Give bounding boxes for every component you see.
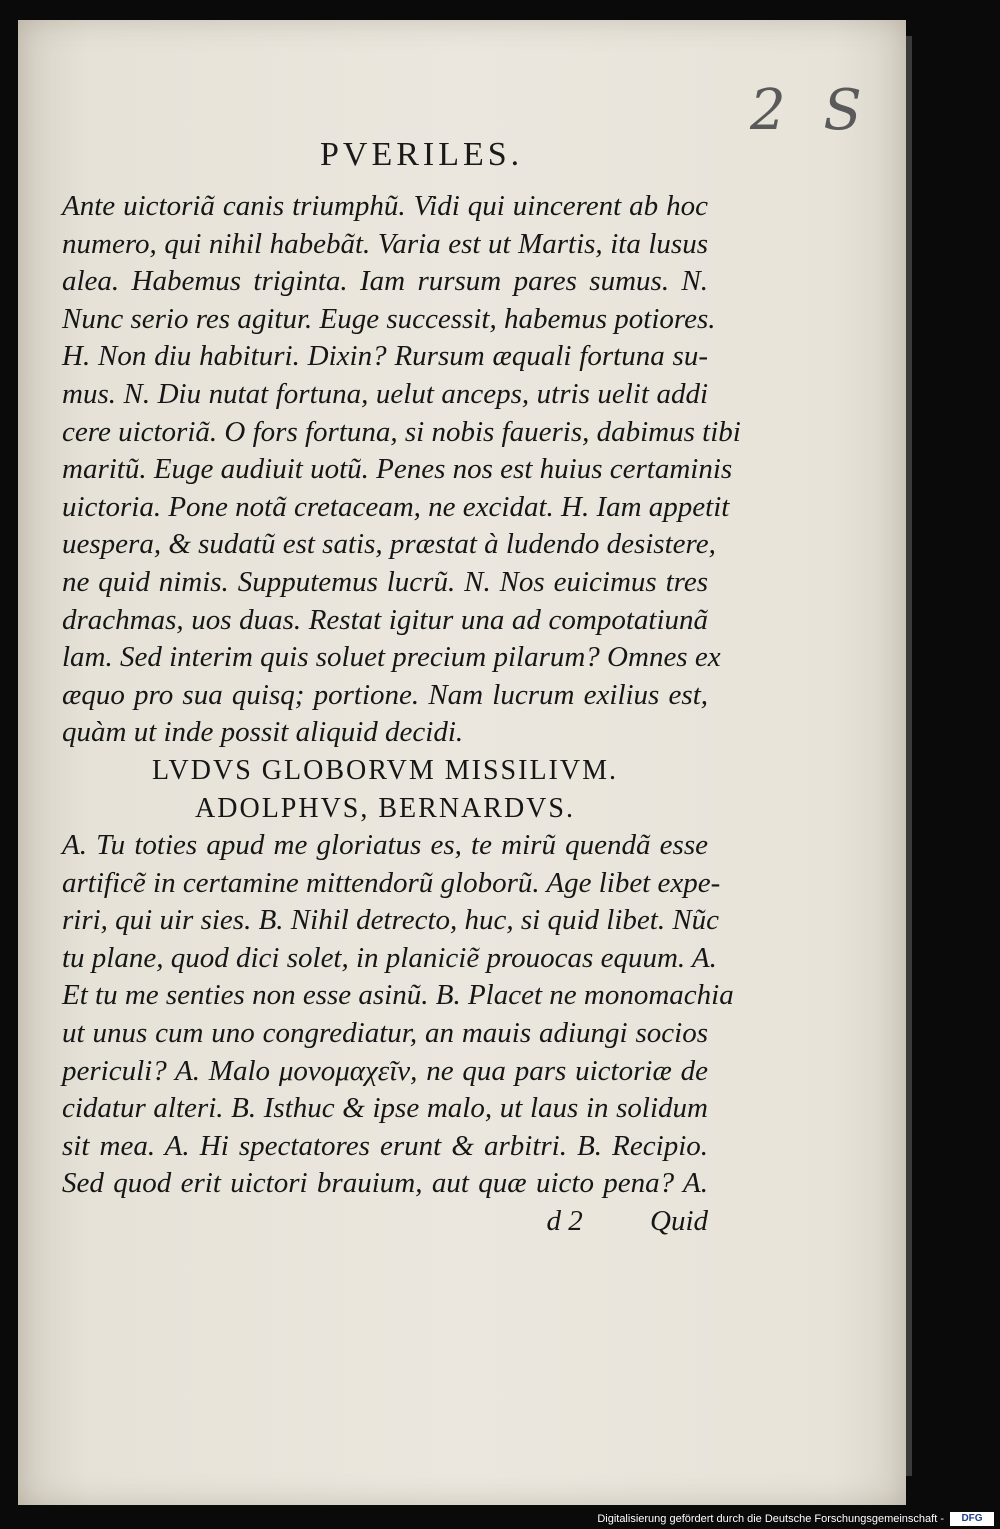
digitization-credit: Digitalisierung gefördert durch die Deutsche Forschungsgemeinschaft - [597,1513,944,1525]
body-line: H. Non diu habituri. Dixin? Rursum æquali fortuna su- [62,340,708,373]
body-line: uictoria. Pone notã cretaceam, ne excidat. H. Iam appetit [62,490,730,523]
body-line: maritũ. Euge audiuit uotũ. Penes nos est huius certaminis [62,453,733,486]
signature-mark: d 2 [546,1205,583,1238]
dialogue-line: Sed quod erit uictori brauium, aut quæ uicto pena? A. [62,1167,708,1200]
section-title: LVDVS GLOBORVM MISSILIVM. [152,754,618,786]
body-line: numero, qui nihil habebãt. Varia est ut Martis, ita lusus [62,227,708,260]
dialogue-line: A. Tu toties apud me gloriatus es, te mirũ quendã esse [62,829,708,862]
dialogue-line: riri, qui uir sies. B. Nihil detrecto, huc, si quid libet. Nũc [62,904,720,937]
dialogue-line: cidatur alteri. B. Isthuc & ipse malo, ut laus in solidum [62,1092,708,1125]
dialogue-line: periculi? A. Malo μονομαχεῖν, ne qua pars uictoriæ de [62,1054,708,1087]
section-persons: ADOLPHVS, BERNARDVS. [195,792,575,824]
text-block [62,188,741,1241]
dfg-logo: DFG [950,1512,994,1526]
body-line: Ante uictoriã canis triumphũ. Vidi qui uincerent ab hoc [62,190,708,222]
dialogue-line: artificẽ in certamine mittendorũ globorũ. Age libet expe- [62,866,721,899]
body-line: quàm ut inde possit aliquid decidi. [62,716,464,749]
folio-mark: 2 S [750,78,872,143]
dialogue-line: sit mea. A. Hi spectatores erunt & arbitri. B. Recipio. [62,1129,708,1162]
running-head: PVERILES. [320,136,524,173]
body-line: Nunc serio res agitur. Euge successit, habemus potiores. [62,302,716,335]
catchword-line [62,1203,708,1241]
page-edge-shadow [906,36,912,1476]
body-line: cere uictoriã. O fors fortuna, si nobis faueris, dabimus tibi [62,415,741,448]
dialogue-line: ut unus cum uno congrediatur, an mauis adiungi socios [62,1017,708,1050]
dialogue-line: tu plane, quod dici solet, in planiciẽ prouocas equum. A. [62,941,717,974]
body-line: lam. Sed interim quis soluet precium pilarum? Omnes ex [62,641,721,674]
dialogue-line: Et tu me senties non esse asinũ. B. Placet ne monomachia [62,979,734,1012]
body-line: drachmas, uos duas. Restat igitur una ad compotatiunã [62,603,708,636]
body-line: alea. Habemus triginta. Iam rursum pares sumus. N. [62,265,708,298]
body-line: mus. N. Diu nutat fortuna, uelut anceps, utris uelit addi [62,377,708,410]
body-line: ne quid nimis. Supputemus lucrũ. N. Nos euicimus tres [62,565,708,598]
catchword: Quid [650,1205,708,1238]
body-line: uespera, & sudatũ est satis, præstat à ludendo desistere, [62,528,716,561]
body-line: æquo pro sua quisq; portione. Nam lucrum exilius est, [62,678,708,711]
